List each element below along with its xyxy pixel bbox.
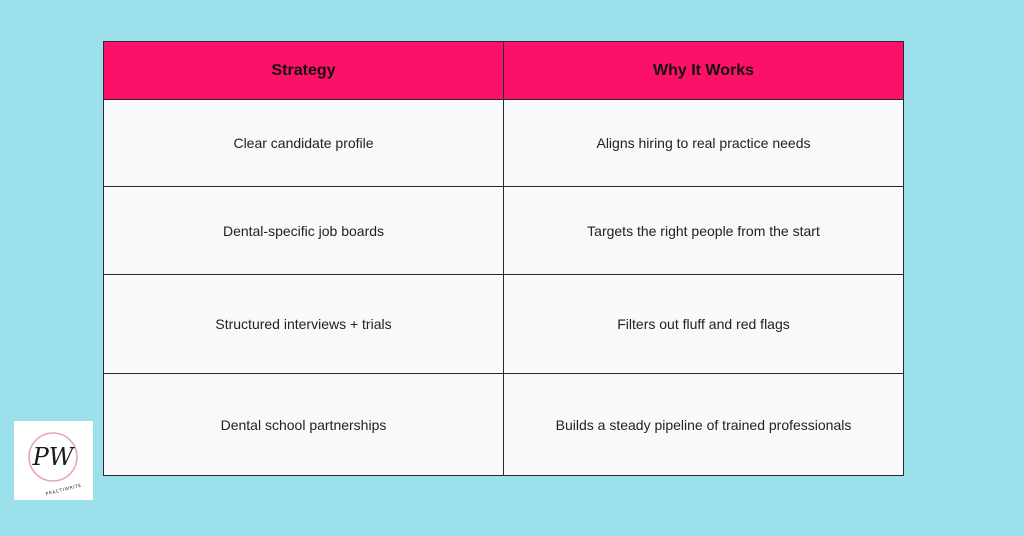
- table-header-row: [104, 42, 904, 100]
- strategy-table-container: [103, 41, 904, 472]
- strategy-cell: Structured interviews + trials: [104, 275, 504, 374]
- strategy-cell: Dental-specific job boards: [104, 187, 504, 275]
- strategy-cell: Clear candidate profile: [104, 100, 504, 187]
- header-strategy: Strategy: [104, 42, 504, 100]
- reason-cell: Targets the right people from the start: [504, 187, 904, 275]
- table-row: [104, 275, 904, 374]
- logo-wordmark: PRACTIWRITE: [45, 483, 83, 498]
- reason-cell: Filters out fluff and red flags: [504, 275, 904, 374]
- reason-cell: Builds a steady pipeline of trained professionals: [504, 374, 904, 476]
- logo-monogram: PW: [32, 443, 74, 471]
- logo-mark-icon: [14, 421, 93, 500]
- strategy-cell: Dental school partnerships: [104, 374, 504, 476]
- reason-cell: Aligns hiring to real practice needs: [504, 100, 904, 187]
- practiwrite-logo: [14, 421, 93, 500]
- table-row: [104, 374, 904, 476]
- table-row: [104, 187, 904, 275]
- strategy-table: [103, 41, 904, 476]
- header-why-it-works: Why It Works: [504, 42, 904, 100]
- table-row: [104, 100, 904, 187]
